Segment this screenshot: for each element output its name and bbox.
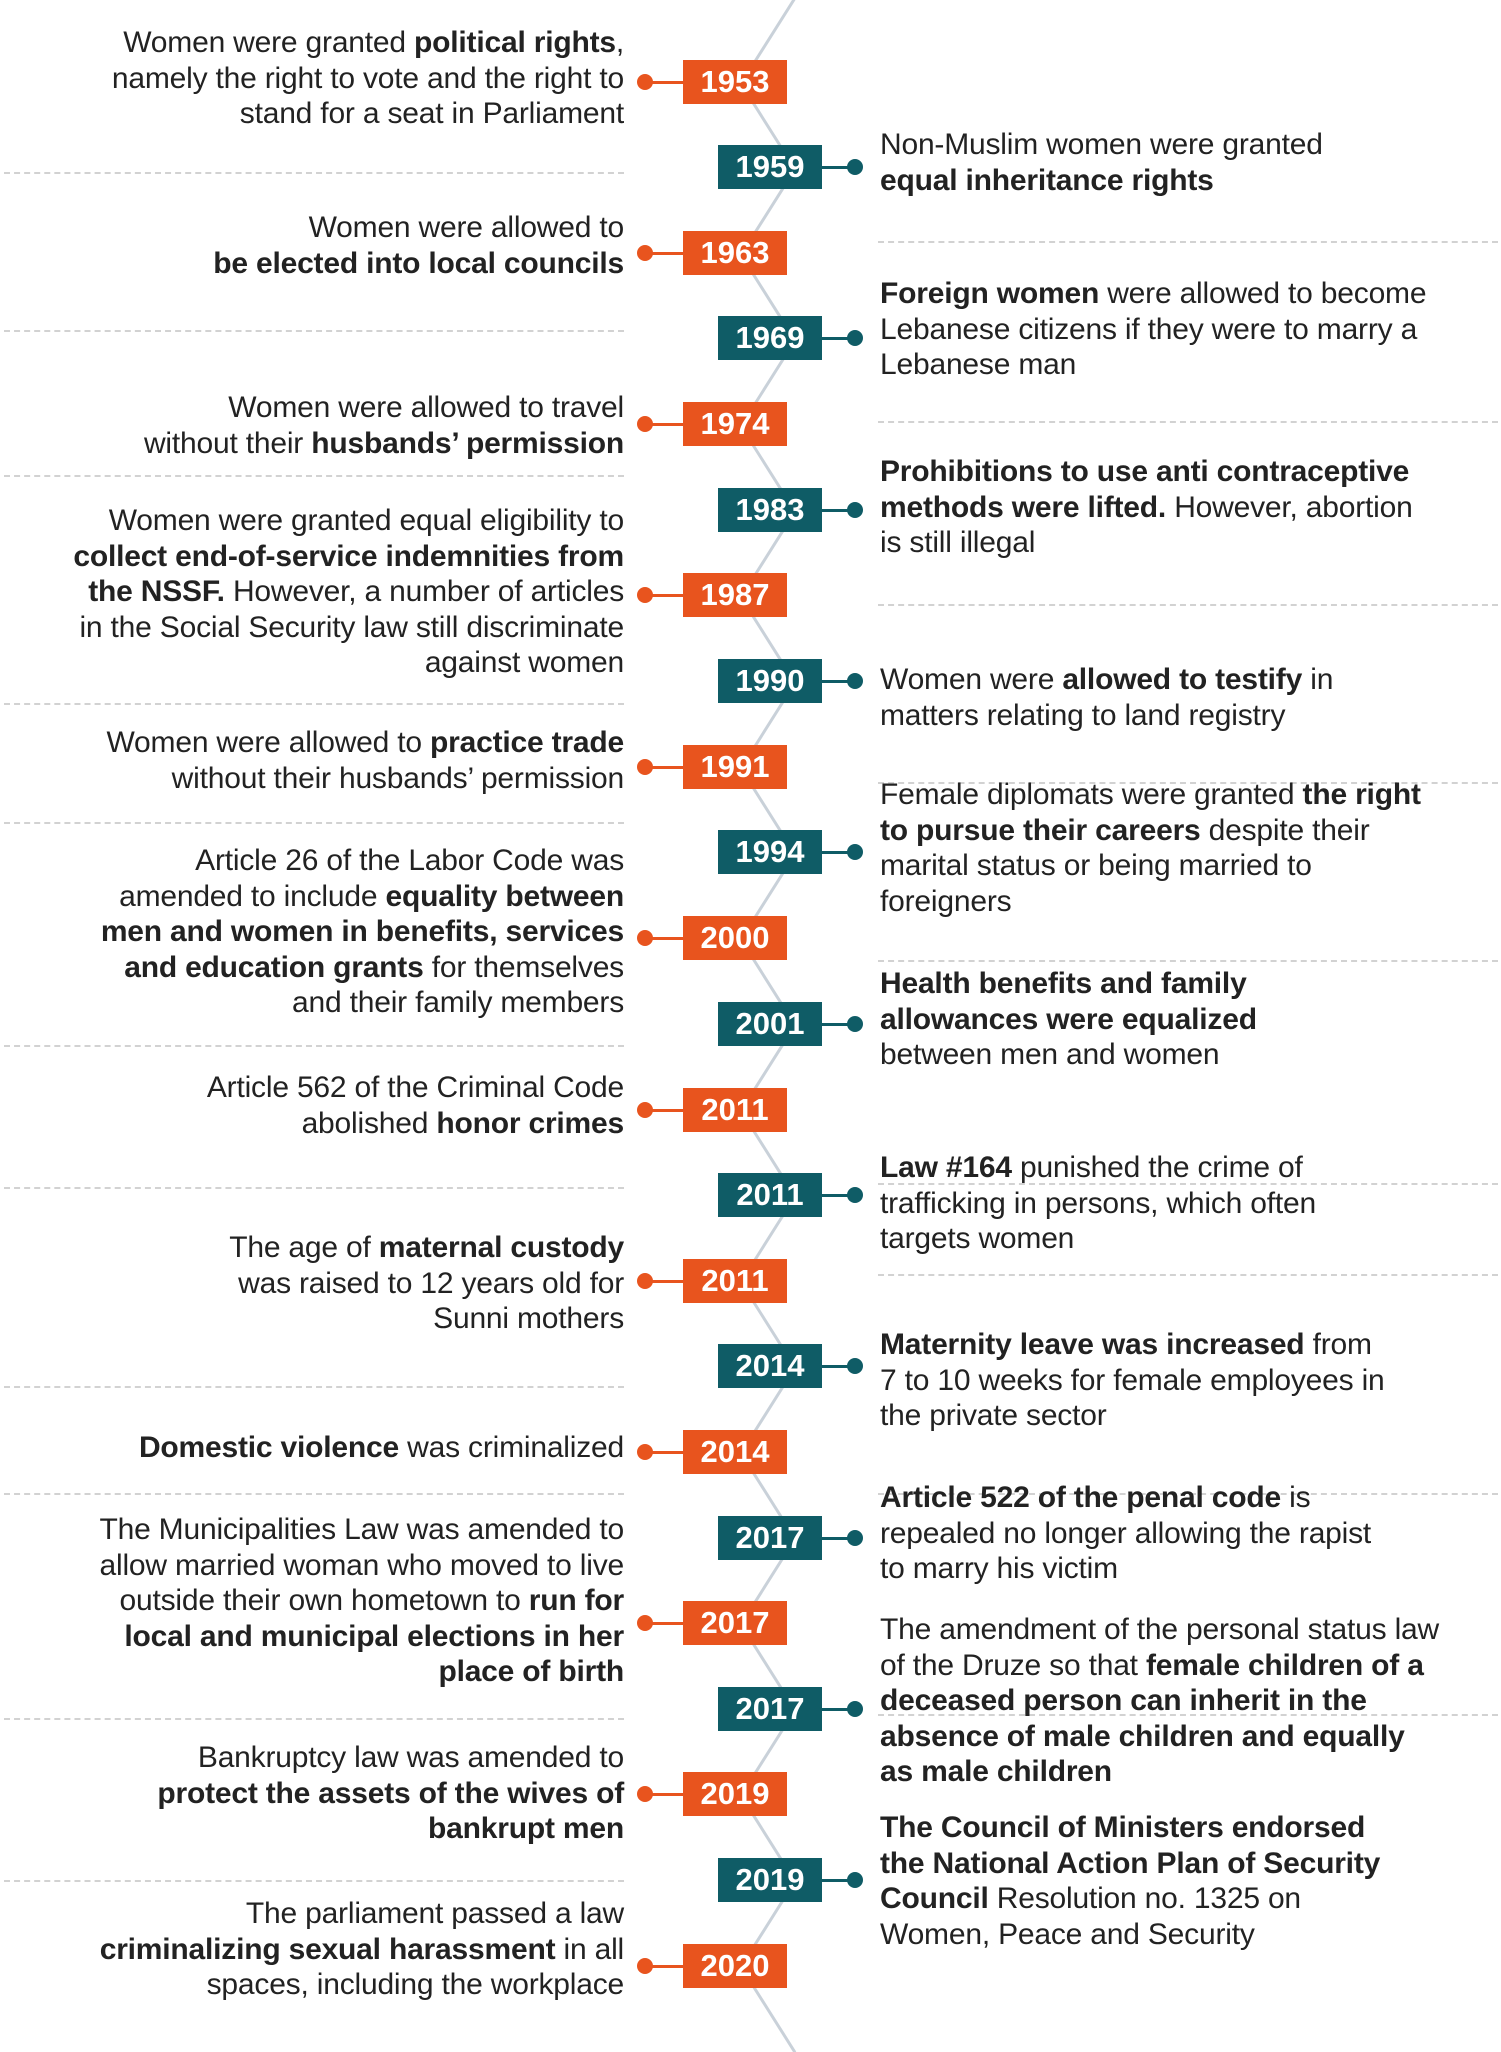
timeline-connector <box>644 1793 684 1796</box>
event-text-bold: be elected into local councils <box>213 246 624 280</box>
event-description <box>4 1430 624 1466</box>
event-text: against women <box>424 646 624 679</box>
event-description <box>880 662 1495 733</box>
event-description <box>880 454 1495 561</box>
event-text: stand for a seat in Parliament <box>239 97 624 130</box>
event-text: Lebanese citizens if they were to marry a <box>880 312 1418 346</box>
year-badge: 2017 <box>718 1516 822 1560</box>
event-text-bold: to pursue their careers <box>880 813 1201 847</box>
timeline-connector <box>644 1965 684 1968</box>
event-text-bold: collect end-of-service indemnities from <box>73 539 624 573</box>
event-text: of the Druze so that <box>880 1648 1146 1682</box>
event-text-bold: Council <box>880 1882 989 1915</box>
event-text-bold: and education grants <box>124 950 424 984</box>
event-text-bold: female children of a <box>1145 1648 1424 1682</box>
event-text: The age of <box>229 1231 379 1264</box>
event-description <box>4 843 624 1021</box>
event-text: in the Social Security law still discriminate <box>79 610 624 644</box>
year-badge: 1953 <box>683 60 787 104</box>
event-text: foreigners <box>880 884 1012 918</box>
event-text-bold: deceased person can inherit in the <box>880 1684 1367 1717</box>
event-text: in <box>1302 663 1334 696</box>
event-description <box>880 1612 1495 1790</box>
event-text-bold: run for <box>528 1584 624 1617</box>
event-description <box>4 390 624 461</box>
event-description <box>4 725 624 796</box>
event-text-bold: The Council of Ministers endorsed <box>880 1811 1366 1844</box>
event-text-bold: husbands’ permission <box>311 426 624 460</box>
event-description <box>4 1740 624 1847</box>
timeline-connector <box>822 1365 858 1368</box>
row-divider <box>878 241 1498 243</box>
event-text: The Municipalities Law was amended to <box>99 1513 624 1546</box>
event-text-bold: bankrupt men <box>428 1812 624 1845</box>
year-badge: 2014 <box>718 1344 822 1388</box>
event-text: repealed no longer allowing the rapist <box>880 1516 1372 1550</box>
year-badge: 1969 <box>718 316 822 360</box>
event-text: 7 to 10 weeks for female employees in <box>880 1363 1385 1397</box>
event-text: the private sector <box>880 1399 1107 1432</box>
event-description <box>880 966 1495 1073</box>
event-text: allow married woman who moved to live <box>99 1548 624 1582</box>
event-text-bold: absence of male children and equally <box>880 1719 1405 1753</box>
row-divider <box>4 1718 624 1720</box>
timeline-connector <box>822 1023 858 1026</box>
event-description <box>4 503 624 681</box>
year-badge: 2000 <box>683 916 787 960</box>
event-text: is still illegal <box>880 526 1036 559</box>
event-description <box>4 1070 624 1141</box>
event-text: The parliament passed a law <box>245 1897 624 1930</box>
row-divider <box>4 172 624 174</box>
event-text-bold: the NSSF. <box>88 575 225 608</box>
row-divider <box>878 604 1498 606</box>
event-text: namely the right to vote and the right to <box>111 61 624 95</box>
event-text-bold: Maternity leave was increased <box>880 1328 1305 1361</box>
event-text-bold: Health benefits and family <box>880 967 1247 1000</box>
row-divider <box>4 1386 624 1388</box>
event-text: However, abortion <box>1166 490 1413 524</box>
row-divider <box>4 1187 624 1189</box>
timeline-connector <box>644 81 684 84</box>
row-divider <box>4 1880 624 1882</box>
event-text-bold: criminalizing sexual harassment <box>99 1932 556 1966</box>
row-divider <box>4 1045 624 1047</box>
year-badge: 2001 <box>718 1002 822 1046</box>
event-text: Women were allowed to travel <box>228 391 624 424</box>
event-description <box>880 1810 1495 1952</box>
timeline-connector <box>822 1194 858 1197</box>
year-badge: 1959 <box>718 145 822 189</box>
event-text: Sunni mothers <box>433 1302 624 1335</box>
event-text: amended to include <box>119 879 386 913</box>
event-text: abolished <box>301 1106 437 1140</box>
event-text: , <box>615 26 624 59</box>
event-text: marital status or being married to <box>880 849 1312 882</box>
timeline-connector <box>644 937 684 940</box>
event-text: Women were <box>880 663 1063 696</box>
event-text-bold: as male children <box>880 1755 1112 1788</box>
event-text-bold: equal inheritance rights <box>880 163 1214 197</box>
event-text: Article 562 of the Criminal Code <box>206 1071 624 1104</box>
timeline-connector <box>822 851 858 854</box>
event-description <box>4 1896 624 2003</box>
timeline-connector <box>644 1451 684 1454</box>
year-badge: 1991 <box>683 745 787 789</box>
timeline-connector <box>644 594 684 597</box>
event-description <box>4 25 624 132</box>
event-description <box>4 1230 624 1337</box>
event-text-bold: political rights <box>414 26 616 59</box>
event-text: is <box>1281 1481 1311 1514</box>
event-text-bold: equality between <box>385 879 624 913</box>
event-text-bold: men and women in benefits, services <box>100 915 624 948</box>
event-description <box>880 276 1495 383</box>
event-text: was criminalized <box>399 1431 624 1464</box>
row-divider <box>4 330 624 332</box>
event-text-bold: Article 522 of the penal code <box>880 1481 1281 1514</box>
year-badge: 1990 <box>718 659 822 703</box>
year-badge: 2014 <box>683 1430 787 1474</box>
year-badge: 2019 <box>683 1772 787 1816</box>
timeline-connector <box>822 337 858 340</box>
event-text-bold: Prohibitions to use anti contraceptive <box>880 455 1410 488</box>
event-text: Non-Muslim women were granted <box>880 128 1323 161</box>
event-text: Resolution no. 1325 on <box>988 1882 1301 1915</box>
year-badge: 2011 <box>718 1173 822 1217</box>
event-text: Women were allowed to <box>106 726 431 759</box>
event-text-bold: place of birth <box>438 1655 624 1688</box>
event-text-bold: the National Action Plan of Security <box>880 1846 1381 1880</box>
event-text: in all <box>555 1932 624 1966</box>
event-description <box>880 1150 1495 1257</box>
event-text: to marry his victim <box>880 1552 1118 1585</box>
timeline-connector <box>644 423 684 426</box>
event-description <box>880 1480 1495 1587</box>
event-description <box>880 777 1495 919</box>
event-description <box>4 1512 624 1690</box>
event-text-bold: the right <box>1302 778 1421 811</box>
event-text-bold: allowed to testify <box>1062 663 1303 696</box>
timeline-connector <box>822 680 858 683</box>
event-description <box>4 210 624 281</box>
event-text-bold: practice trade <box>430 726 624 759</box>
event-text: Women were allowed to <box>308 211 624 244</box>
year-badge: 2020 <box>683 1944 787 1988</box>
event-text-bold: Domestic violence <box>138 1431 399 1464</box>
event-text: spaces, including the workplace <box>206 1968 624 2001</box>
timeline-connector <box>822 166 858 169</box>
event-text: The amendment of the personal status law <box>880 1613 1439 1646</box>
event-text: Women were granted equal eligibility to <box>108 504 624 537</box>
event-text: Women, Peace and Security <box>880 1917 1255 1951</box>
year-badge: 1974 <box>683 402 787 446</box>
event-text: was raised to 12 years old for <box>238 1266 624 1300</box>
timeline-connector <box>822 1708 858 1711</box>
year-badge: 2011 <box>683 1088 787 1132</box>
year-badge: 1987 <box>683 573 787 617</box>
event-description <box>880 127 1495 198</box>
event-text: Lebanese man <box>880 348 1077 381</box>
timeline-connector <box>822 1879 858 1882</box>
event-description <box>880 1327 1495 1434</box>
event-text: between men and women <box>880 1038 1220 1071</box>
event-text: Article 26 of the Labor Code was <box>195 844 624 877</box>
year-badge: 1994 <box>718 830 822 874</box>
event-text: However, a number of articles <box>224 575 624 608</box>
timeline-connector <box>644 1622 684 1625</box>
event-text: for themselves <box>423 950 624 984</box>
row-divider <box>4 703 624 705</box>
year-badge: 2017 <box>683 1601 787 1645</box>
event-text: outside their own hometown to <box>119 1584 529 1617</box>
event-text: trafficking in persons, which often <box>880 1186 1317 1220</box>
event-text-bold: Law #164 <box>880 1151 1012 1184</box>
event-text: from <box>1304 1328 1372 1361</box>
event-text: without their husbands’ permission <box>171 761 624 795</box>
event-text: matters relating to land registry <box>880 698 1286 732</box>
event-text-bold: allowances were equalized <box>880 1002 1257 1036</box>
timeline-connector <box>822 1537 858 1540</box>
event-text: were allowed to become <box>1099 277 1427 310</box>
event-text: Women were granted <box>123 26 415 59</box>
row-divider <box>4 1493 624 1495</box>
event-text: without their <box>143 426 312 460</box>
event-text-bold: protect the assets of the wives of <box>157 1776 624 1810</box>
event-text-bold: methods were lifted. <box>880 490 1167 524</box>
year-badge: 2011 <box>683 1259 787 1303</box>
event-text-bold: honor crimes <box>436 1106 624 1140</box>
year-badge: 1983 <box>718 488 822 532</box>
year-badge: 2019 <box>718 1858 822 1902</box>
row-divider <box>878 421 1498 423</box>
event-text: and their family members <box>292 986 624 1019</box>
event-text: punished the crime of <box>1011 1151 1303 1184</box>
year-badge: 2017 <box>718 1687 822 1731</box>
event-text: Bankruptcy law was amended to <box>197 1741 624 1774</box>
row-divider <box>878 1274 1498 1276</box>
event-text-bold: local and municipal elections in her <box>124 1619 624 1653</box>
event-text-bold: maternal custody <box>378 1231 624 1264</box>
timeline-connector <box>822 509 858 512</box>
event-text-bold: Foreign women <box>880 277 1100 310</box>
event-text: Female diplomats were granted <box>880 778 1303 811</box>
event-text: despite their <box>1200 813 1370 847</box>
row-divider <box>4 475 624 477</box>
timeline-connector <box>644 1109 684 1112</box>
timeline-connector <box>644 1280 684 1283</box>
row-divider <box>878 960 1498 962</box>
year-badge: 1963 <box>683 231 787 275</box>
row-divider <box>4 822 624 824</box>
timeline-connector <box>644 766 684 769</box>
timeline-connector <box>644 252 684 255</box>
event-text: targets women <box>880 1222 1075 1255</box>
